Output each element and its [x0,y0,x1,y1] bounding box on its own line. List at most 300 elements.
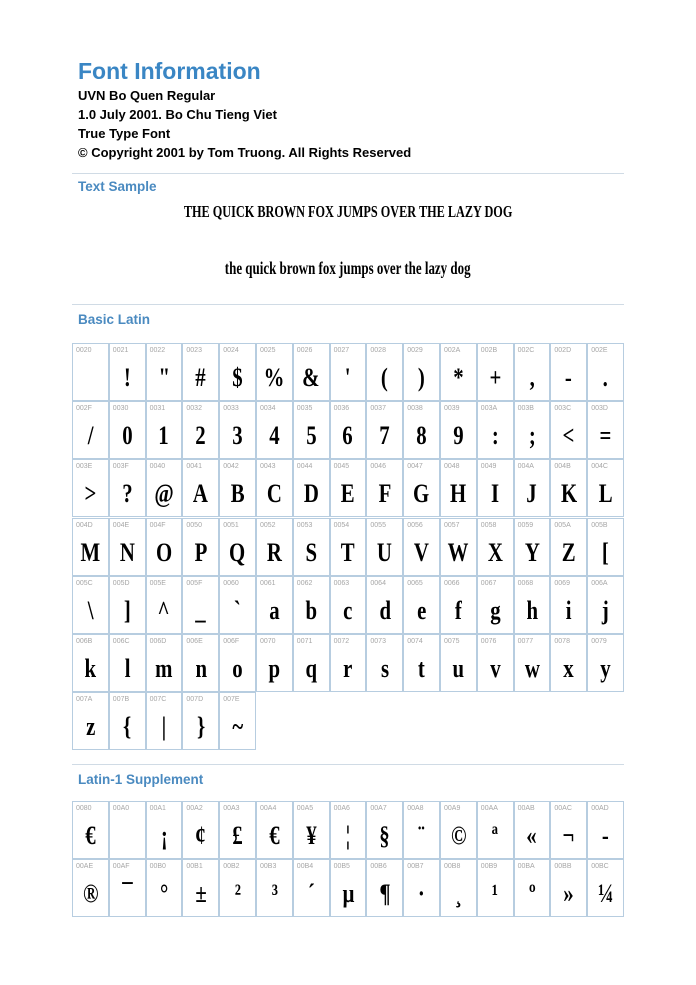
glyph-char [294,818,329,854]
glyph-char [404,593,439,629]
glyph-char [441,876,476,912]
glyph-char-text: - [602,821,610,850]
glyph-cell [587,801,624,859]
glyph-char [257,535,292,571]
glyph-char [367,360,402,396]
glyph-code: 00B5 [333,863,350,871]
glyph-char-text: \ [87,595,94,625]
glyph-char [588,476,623,512]
glyph-char [110,818,145,854]
glyph-char [515,476,550,512]
glyph-code: 002C [517,347,535,354]
glyph-char-text: § [379,821,390,850]
glyph-char-text: | [161,712,167,742]
glyph-char [147,709,182,745]
glyph-char-text: e [416,595,427,625]
glyph-char-text: ) [418,363,426,392]
glyph-code: 0053 [296,521,313,529]
glyph-cell [256,343,293,401]
glyph-char-text: j [602,595,610,625]
glyph-code: 00A8 [407,805,424,812]
glyph-char [294,876,329,912]
glyph-char-text: » [563,879,574,909]
glyph-char [220,418,255,454]
glyph-char-text: { [123,712,132,742]
glyph-cell [514,518,551,576]
glyph-code: 00BB [554,863,572,871]
glyph-cell [550,459,587,517]
glyph-char [294,593,329,629]
glyph-char-text: . [602,363,609,392]
glyph-char [257,818,292,854]
glyph-code: 0057 [444,521,460,529]
font-info [78,86,411,162]
glyph-char-text: p [268,654,281,683]
glyph-char [515,651,550,687]
glyph-cell [146,401,183,459]
glyph-cell [514,343,551,401]
glyph-cell [72,801,109,859]
glyph-cell [256,859,293,917]
glyph-cell [72,692,109,750]
glyph-char-text: T [341,537,355,567]
glyph-char [147,651,182,687]
glyph-code: 0062 [296,579,313,587]
glyph-code: 005F [186,579,203,587]
glyph-cell [109,576,146,634]
glyph-cell [256,459,293,517]
glyph-cell [366,459,403,517]
glyph-code: 004D [76,521,93,529]
glyph-cell [293,634,330,692]
glyph-code: 002F [76,405,92,413]
glyph-code: 00B2 [223,863,240,871]
glyph-char-text: H [450,479,467,509]
glyph-char [478,651,513,687]
glyph-cell [146,459,183,517]
glyph-cell [330,401,367,459]
glyph-cell [477,518,514,576]
glyph-char [220,360,255,396]
glyph-char [110,651,145,687]
glyph-code: 0049 [480,463,497,471]
glyph-char [441,535,476,571]
glyph-code: 006F [223,638,240,645]
section-heading-text-sample: Text Sample [78,179,157,194]
glyph-char [220,593,255,629]
glyph-char-text: ¢ [195,821,206,850]
glyph-code: 006A [591,579,608,587]
glyph-char [220,709,255,745]
glyph-char-text: : [491,421,499,451]
glyph-code: 00AB [517,805,535,812]
glyph-char-text: b [305,595,317,625]
glyph-cell [587,401,624,459]
glyph-char-text: 0 [121,421,133,451]
glyph-cell [550,518,587,576]
glyph-char [73,651,108,687]
glyph-code: 0052 [260,521,276,529]
glyph-char [110,476,145,512]
glyph-char-text: ¬ [562,821,575,850]
glyph-code: 005E [149,579,166,587]
glyph-char [73,360,108,396]
glyph-char [110,593,145,629]
glyph-char-text: z [85,712,96,742]
glyph-char [257,360,292,396]
glyph-char [441,651,476,687]
glyph-char [331,651,366,687]
sample-lowercase-text: the quick brown fox jumps over the lazy dog [225,258,471,278]
glyph-char [551,476,586,512]
glyph-char [147,476,182,512]
glyph-char [515,418,550,454]
glyph-char-text: ( [381,363,389,392]
glyph-code: 00B6 [370,863,387,871]
glyph-char [294,651,329,687]
glyph-char-text: # [195,363,206,392]
glyph-cell [293,859,330,917]
glyph-char-text: B [230,479,245,509]
glyph-char [551,535,586,571]
glyph-char [257,593,292,629]
glyph-cell [72,576,109,634]
glyph-cell [330,576,367,634]
glyph-code: 00AD [591,805,609,812]
glyph-char [220,876,255,912]
glyph-code: 003A [480,405,498,413]
glyph-code: 005B [591,521,608,529]
glyph-code: 007C [149,696,167,704]
glyph-char-text: @ [154,479,174,509]
glyph-char [551,651,586,687]
glyph-char-text: % [263,363,285,392]
glyph-code: 00AF [112,863,130,871]
glyph-code: 002D [554,347,572,354]
glyph-code: 007B [112,696,130,704]
glyph-char-text: ? [121,479,133,509]
glyph-cell [109,859,146,917]
glyph-code: 0026 [296,347,313,354]
glyph-code: 003C [554,405,572,413]
glyph-char-text: " [158,363,170,392]
glyph-char [551,818,586,854]
glyph-cell [403,459,440,517]
glyph-code: 0051 [223,521,239,529]
glyph-char [147,535,182,571]
glyph-cell [182,801,219,859]
glyph-cell [366,634,403,692]
glyph-cell [550,576,587,634]
glyph-code: 0042 [223,463,239,471]
glyph-cell [550,634,587,692]
glyph-cell [219,401,256,459]
glyph-code: 0066 [444,579,460,587]
glyph-char-text: L [598,479,613,509]
glyph-cell [293,343,330,401]
glyph-cell [146,859,183,917]
glyph-code: 0047 [407,463,423,471]
glyph-char-text: £ [232,821,243,850]
glyph-char [515,360,550,396]
glyph-char-text: 8 [416,421,427,451]
glyph-char [404,476,439,512]
glyph-code: 007A [76,696,93,704]
glyph-code: 0036 [333,405,350,413]
glyph-char [588,360,623,396]
glyph-char-text: 7 [379,421,390,451]
glyph-char [588,418,623,454]
font-name: UVN Bo Quen Regular [78,88,216,103]
glyph-cell [550,859,587,917]
glyph-char [441,418,476,454]
glyph-char-text: y [600,654,611,683]
glyph-cell [403,634,440,692]
glyph-cell [403,801,440,859]
glyph-code: 00B3 [260,863,277,871]
glyph-char-text: K [560,479,577,509]
glyph-cell [219,634,256,692]
glyph-code: 0048 [444,463,460,471]
glyph-code: 0054 [333,521,350,529]
glyph-cell [182,459,219,517]
glyph-cell [587,459,624,517]
glyph-char [588,818,623,854]
glyph-char-text: m [155,654,173,683]
glyph-char [183,818,218,854]
glyph-cell [109,518,146,576]
glyph-cell [403,859,440,917]
glyph-char [367,593,402,629]
glyph-code: 002A [444,347,461,354]
glyph-char-text: n [194,654,207,683]
glyph-code: 0061 [260,579,276,587]
glyph-char-text: « [526,821,538,850]
glyph-char [73,535,108,571]
glyph-cell [72,859,109,917]
glyph-char [110,418,145,454]
glyph-char-text: + [489,363,502,392]
glyph-code: 0069 [554,579,570,587]
glyph-char [257,476,292,512]
glyph-char-text: S [305,537,317,567]
glyph-code: 004C [591,463,608,471]
divider [72,304,624,305]
glyph-char-text: µ [341,879,354,909]
glyph-cell [440,459,477,517]
glyph-cell [440,634,477,692]
glyph-char [183,535,218,571]
glyph-char [331,593,366,629]
glyph-char [110,876,145,912]
glyph-char-text: ° [159,879,169,909]
glyph-code: 005D [112,579,130,587]
glyph-cell [330,343,367,401]
glyph-char [294,360,329,396]
glyph-char [478,818,513,854]
glyph-cell [514,801,551,859]
glyph-code: 0068 [517,579,534,587]
glyph-char-text: C [266,479,282,509]
glyph-code: 00A6 [333,805,350,812]
glyph-code: 00A0 [112,805,130,812]
glyph-char-text: ³ [271,879,278,909]
glyph-char [441,818,476,854]
glyph-char [220,535,255,571]
glyph-code: 0070 [260,638,276,645]
glyph-code: 0050 [186,521,202,529]
glyph-cell [477,576,514,634]
glyph-char [551,593,586,629]
glyph-char [551,418,586,454]
glyph-code: 00B4 [296,863,314,871]
glyph-char-text: © [450,821,467,850]
sample-uppercase [72,202,624,222]
glyph-cell [514,401,551,459]
glyph-char-text: º [528,879,536,909]
glyph-char [367,651,402,687]
glyph-cell [514,459,551,517]
glyph-cell [403,576,440,634]
glyph-char [478,476,513,512]
glyph-char [257,651,292,687]
glyph-char [183,360,218,396]
glyph-cell [109,459,146,517]
divider [72,764,624,765]
glyph-cell [182,692,219,750]
glyph-char [367,476,402,512]
glyph-cell [109,343,146,401]
glyph-char-text: ¶ [379,879,391,909]
glyph-char-text: ' [345,363,351,392]
glyph-char [367,535,402,571]
glyph-char [73,709,108,745]
glyph-cell [293,401,330,459]
glyph-cell [330,518,367,576]
glyph-char-text: ! [123,363,131,392]
glyph-cell [366,343,403,401]
glyph-code: 0077 [517,638,534,645]
glyph-cell [440,801,477,859]
glyph-cell [366,801,403,859]
glyph-cell [256,518,293,576]
glyph-char [367,818,402,854]
font-copyright: © Copyright 2001 by Tom Truong. All Rights Reserved [78,145,412,160]
glyph-char-text: G [413,479,430,509]
glyph-char-text: Y [524,537,540,567]
glyph-char-text: } [196,712,205,742]
glyph-code: 0079 [591,638,607,645]
glyph-char-text: & [302,363,320,392]
glyph-cell [440,401,477,459]
glyph-cell [182,576,219,634]
glyph-code: 0064 [370,579,386,587]
glyph-code: 00AE [76,863,94,871]
glyph-char [220,651,255,687]
glyph-char-text: d [378,595,391,625]
glyph-code: 00AC [554,805,572,812]
glyph-code: 0074 [407,638,423,645]
glyph-char-text: X [487,537,503,567]
glyph-cell [366,576,403,634]
glyph-char [257,418,292,454]
sample-uppercase-text: THE QUICK BROWN FOX JUMPS OVER THE LAZY DOG [183,202,513,221]
glyph-cell [256,634,293,692]
glyph-char-text: a [269,595,280,625]
glyph-code: 0056 [407,521,423,529]
glyph-char-text: g [489,595,501,625]
glyph-code: 0043 [260,463,276,471]
glyph-char-text: € [85,821,96,850]
glyph-cell [514,576,551,634]
glyph-code: 004A [517,463,534,471]
glyph-code: 003F [112,463,129,471]
glyph-char-text: x [563,654,574,683]
glyph-code: 00A5 [296,805,314,812]
glyph-char-text: r [343,654,353,683]
sample-lowercase [72,258,624,279]
glyph-char-text: ´ [307,879,315,909]
glyph-code: 00A3 [223,805,240,812]
glyph-char-text: 6 [342,421,354,451]
glyph-code: 0038 [407,405,423,413]
glyph-code: 0039 [444,405,460,413]
glyph-code: 0076 [480,638,497,645]
glyph-char [404,818,439,854]
section-heading-latin1: Latin-1 Supplement [78,772,204,787]
glyph-code: 0025 [260,347,276,354]
glyph-cell [109,801,146,859]
glyph-code: 0078 [554,638,570,645]
glyph-char-text: P [194,537,208,567]
glyph-cell [219,459,256,517]
glyph-cell [550,801,587,859]
glyph-cell [219,859,256,917]
glyph-char [73,818,108,854]
glyph-char-text: ¡ [160,821,168,850]
glyph-code: 0071 [296,638,313,645]
glyph-char-text: ¨ [418,821,426,850]
glyph-code: 0032 [186,405,202,413]
glyph-cell [477,401,514,459]
glyph-char [404,651,439,687]
glyph-char [183,709,218,745]
glyph-char [110,360,145,396]
glyph-code: 00A4 [260,805,277,812]
glyph-cell [256,801,293,859]
glyph-char [441,593,476,629]
glyph-char [367,418,402,454]
glyph-char-text: c [343,595,353,625]
glyph-code: 0058 [480,521,497,529]
glyph-cell [440,343,477,401]
glyph-cell [440,859,477,917]
glyph-char-text: O [155,537,173,567]
glyph-char [183,876,218,912]
glyph-cell [330,459,367,517]
glyph-cell [366,518,403,576]
glyph-cell [366,859,403,917]
glyph-char-text: F [378,479,392,509]
glyph-char-text: 9 [453,421,464,451]
glyph-code: 0021 [112,347,129,354]
glyph-char-text: V [414,537,430,567]
glyph-code: 00B0 [149,863,166,871]
glyph-char-text: U [377,537,393,567]
glyph-code: 0067 [480,579,497,587]
glyph-code: 006C [112,638,130,645]
glyph-cell [440,576,477,634]
